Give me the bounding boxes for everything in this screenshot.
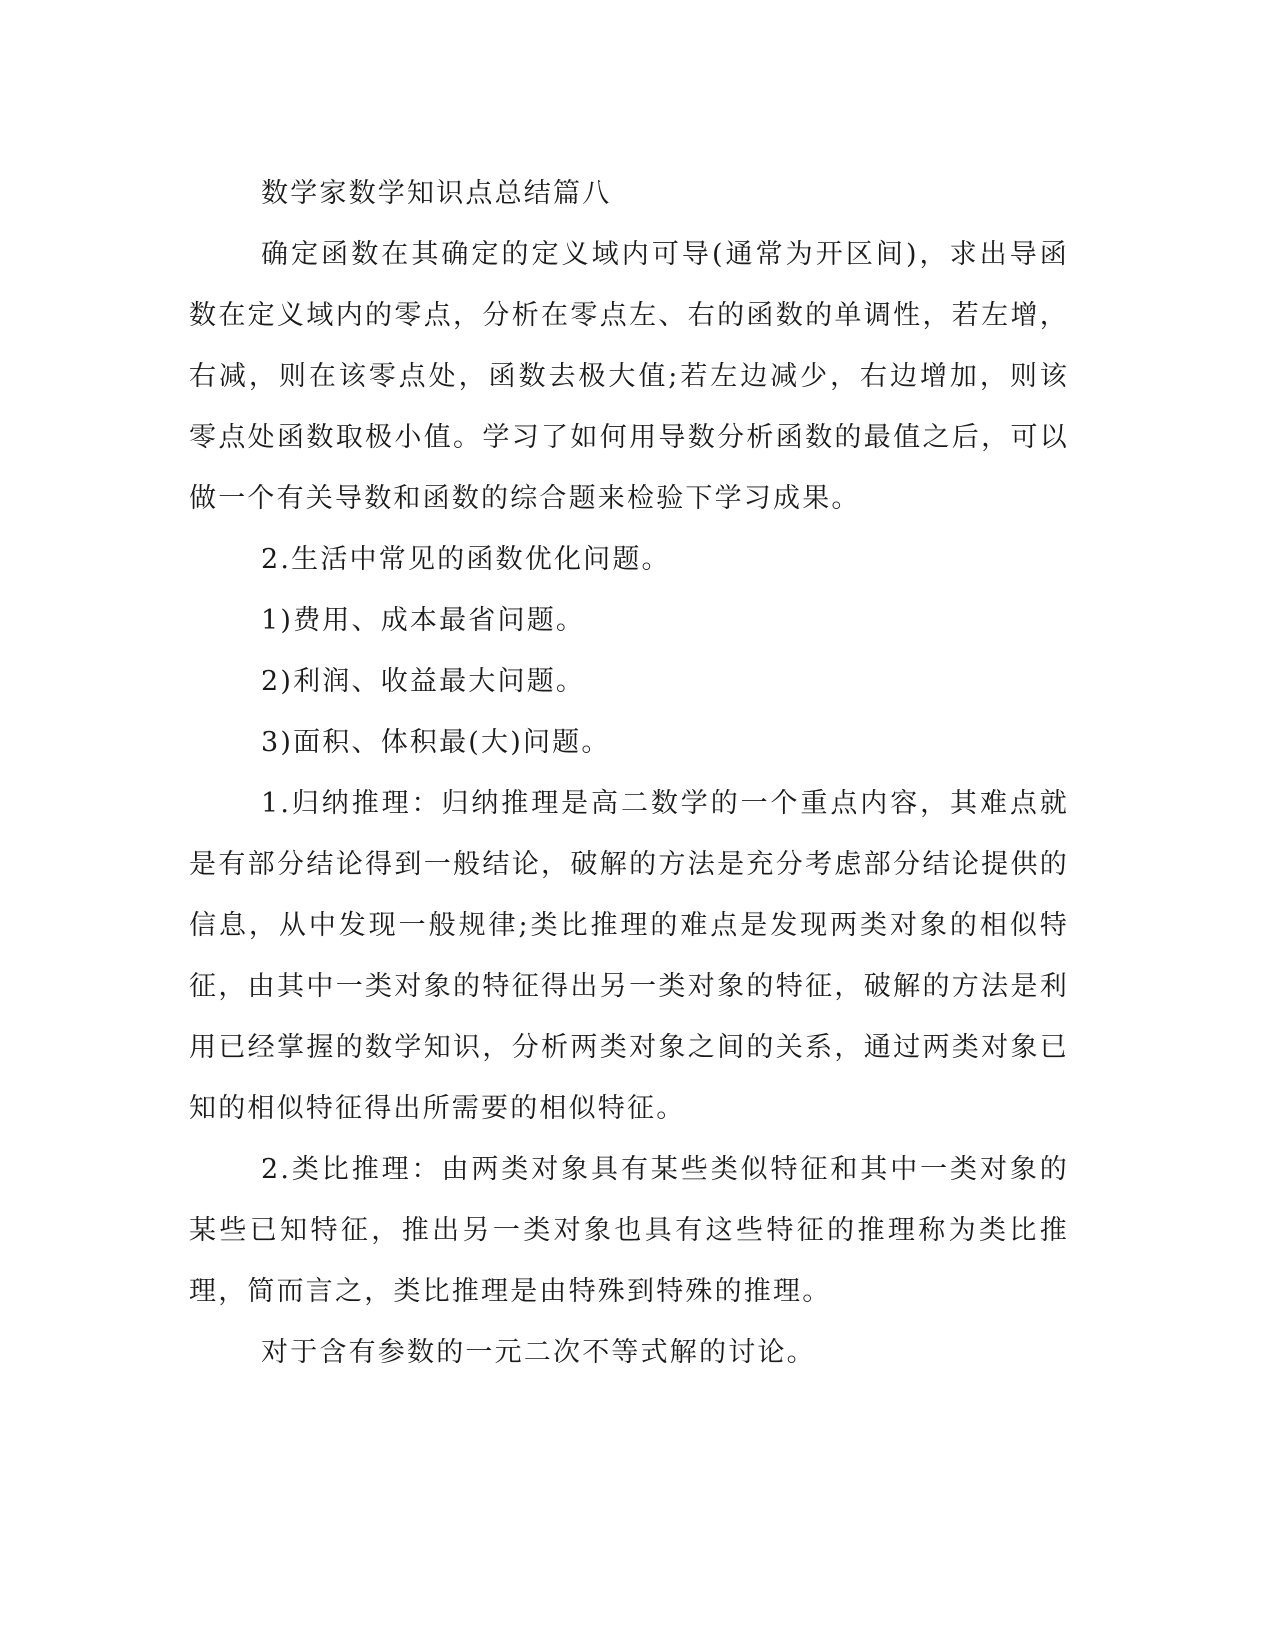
paragraph-optimization-heading: 2.生活中常见的函数优化问题。	[261, 544, 671, 575]
list-item-cost: 1)费用、成本最省问题。	[261, 605, 586, 636]
document-title: 数学家数学知识点总结篇八	[261, 178, 612, 209]
document-body	[189, 163, 1069, 1383]
list-item-area-volume: 3)面积、体积最(大)问题。	[261, 727, 611, 758]
paragraph-derivative-extrema: 确定函数在其确定的定义域内可导(通常为开区间)，求出导函数在定义域内的零点，分析在零点左、右的函数的单调性，若左增，右减，则在该零点处，函数去极大值;若左边减少，右边增加，则该零点处函数取极小值。学习了如何用导数分析函数的最值之后，可以做一个有关导数和函数的综合题来检验下学习成果。	[189, 239, 1069, 514]
paragraph-inductive-reasoning: 1.归纳推理：归纳推理是高二数学的一个重点内容，其难点就是有部分结论得到一般结论，破解的方法是充分考虑部分结论提供的信息，从中发现一般规律;类比推理的难点是发现两类对象的相似特征，由其中一类对象的特征得出另一类对象的特征，破解的方法是利用已经掌握的数学知识，分析两类对象之间的关系，通过两类对象已知的相似特征得出所需要的相似特征。	[189, 788, 1069, 1124]
list-item-profit: 2)利润、收益最大问题。	[261, 666, 586, 697]
paragraph-analogical-reasoning: 2.类比推理：由两类对象具有某些类似特征和其中一类对象的某些已知特征，推出另一类对象也具有这些特征的推理称为类比推理，简而言之，类比推理是由特殊到特殊的推理。	[189, 1154, 1069, 1307]
paragraph-quadratic-inequality: 对于含有参数的一元二次不等式解的讨论。	[261, 1337, 816, 1368]
